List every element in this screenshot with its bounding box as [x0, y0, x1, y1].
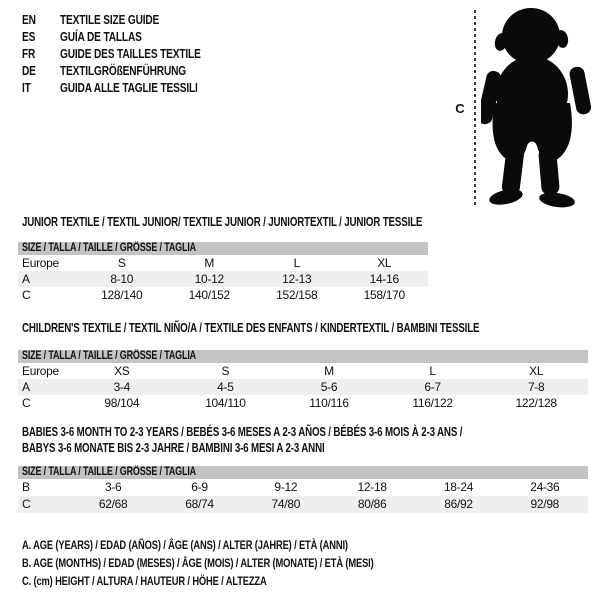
size-header-text: SIZE / TALLA / TAILLE / GRÖSSE / TAGLIA [22, 350, 196, 362]
language-title: TEXTILGRÖßENFÜHRUNG [60, 63, 187, 78]
size-cell: XL [529, 364, 544, 378]
height-measure-label: C [455, 101, 465, 116]
size-cell: L [429, 364, 436, 378]
size-cell: S [117, 256, 126, 270]
size-cell: 62/68 [98, 497, 128, 511]
children-size-table [18, 350, 588, 411]
children-table-title [22, 320, 592, 336]
size-cell: 6-9 [191, 480, 208, 494]
size-table-row [18, 395, 588, 411]
size-cell: 12-18 [357, 480, 387, 494]
babies-size-table [18, 466, 588, 513]
junior-size-table [18, 242, 428, 303]
language-row [22, 79, 240, 96]
language-code [22, 28, 60, 45]
babies-table-title-line2: BABYS 3-6 MONATE BIS 2-3 JAHRE / BAMBINI 3-6 MESI A 2-3 ANNI [22, 441, 325, 455]
size-cell: 74/80 [271, 497, 301, 511]
language-title: GUÍA DE TALLAS [60, 29, 142, 44]
language-code [22, 62, 60, 79]
babies-table-title-line1: BABIES 3-6 MONTH TO 2-3 YEARS / BEBÉS 3-6 MESES A 2-3 AÑOS / BÉBÉS 3-6 MOIS À 2-3 ANS / [22, 425, 463, 439]
size-cell: 92/98 [530, 497, 560, 511]
size-header-bar [18, 242, 428, 255]
language-title: GUIDE DES TAILLES TEXTILE [60, 46, 201, 61]
footnote-text: B. AGE (MONTHS) / EDAD (MESES) / ÂGE (MOIS) / ALTER (MONATE) / ETÀ (MESI) [22, 556, 374, 570]
footnote [22, 554, 473, 572]
size-cell: 12-13 [282, 272, 312, 286]
size-cell: XL [377, 256, 392, 270]
language-code-text: FR [22, 46, 36, 61]
language-list [22, 11, 240, 96]
size-table-row [18, 255, 428, 271]
language-title: GUIDA ALLE TAGLIE TESSILI [60, 80, 198, 95]
junior-table-title [22, 214, 592, 230]
row-label: C [22, 396, 31, 410]
row-label: Europe [22, 364, 59, 378]
row-label: C [22, 288, 31, 302]
language-code-text: EN [22, 12, 36, 27]
size-header-bar [18, 466, 588, 479]
row-label: Europe [22, 256, 59, 270]
size-cell: 7-8 [527, 380, 545, 394]
language-title: TEXTILE SIZE GUIDE [60, 12, 160, 27]
junior-table-title-text: JUNIOR TEXTILE / TEXTIL JUNIOR/ TEXTILE JUNIOR / JUNIORTEXTIL / JUNIOR TESSILE [22, 215, 423, 229]
size-cell: 158/170 [363, 288, 405, 302]
size-cell: 14-16 [369, 272, 399, 286]
size-cell: 140/152 [188, 288, 230, 302]
children-table-title-text: CHILDREN'S TEXTILE / TEXTIL NIÑO/A / TEXTILE DES ENFANTS / KINDERTEXTIL / BAMBINI TESSILE [22, 321, 480, 335]
size-cell: 86/92 [444, 497, 473, 511]
size-header-text: SIZE / TALLA / TAILLE / GRÖSSE / TAGLIA [22, 242, 196, 254]
language-code-text: DE [22, 63, 36, 78]
size-cell: M [204, 256, 215, 270]
toddler-silhouette-icon [481, 5, 595, 211]
language-row [22, 11, 240, 28]
size-cell: M [324, 364, 334, 378]
size-cell: 9-12 [274, 480, 298, 494]
footnote-text: C. (cm) HEIGHT / ALTURA / HAUTEUR / HÖHE / ALTEZZA [22, 574, 267, 588]
size-cell: 24-36 [530, 480, 560, 494]
size-cell: 104/110 [205, 396, 246, 410]
size-table-row [18, 271, 428, 287]
size-cell: 3-4 [113, 380, 131, 394]
row-label: C [22, 497, 31, 511]
language-code [22, 45, 60, 62]
language-row [22, 28, 240, 45]
size-cell: 68/74 [185, 497, 214, 511]
size-table-row [18, 287, 428, 303]
size-cell: 8-10 [110, 272, 134, 286]
language-row [22, 62, 240, 79]
language-row [22, 45, 240, 62]
size-cell: 80/86 [357, 497, 387, 511]
row-label: A [22, 380, 30, 394]
size-cell: 6-7 [424, 380, 441, 394]
size-cell: 110/116 [309, 396, 349, 410]
row-label: B [22, 480, 30, 494]
language-code-text: IT [22, 80, 31, 95]
footnote [22, 572, 473, 590]
size-header-bar [18, 350, 588, 363]
size-cell: 122/128 [515, 396, 557, 410]
babies-table-title [22, 424, 592, 456]
footnote [22, 536, 473, 554]
size-cell: 128/140 [101, 288, 143, 302]
language-code-text: ES [22, 29, 36, 44]
size-cell: 5-6 [320, 380, 338, 394]
size-cell: 116/122 [412, 396, 453, 410]
size-table-row [18, 479, 588, 496]
size-cell: 98/104 [104, 396, 140, 410]
size-header-text: SIZE / TALLA / TAILLE / GRÖSSE / TAGLIA [22, 466, 196, 478]
size-cell: 3-6 [104, 480, 122, 494]
size-table-row [18, 379, 588, 395]
size-cell: S [221, 364, 230, 378]
size-cell: 10-12 [194, 272, 224, 286]
size-cell: 18-24 [443, 480, 474, 494]
size-cell: 152/158 [276, 288, 318, 302]
size-cell: XS [114, 364, 130, 378]
row-label: A [22, 272, 30, 286]
size-cell: L [293, 256, 300, 270]
size-table-row [18, 496, 588, 513]
height-measure-line [474, 10, 476, 207]
footnote-list [22, 536, 473, 590]
size-cell: 4-5 [217, 380, 234, 394]
language-code [22, 11, 60, 28]
footnote-text: A. AGE (YEARS) / EDAD (AÑOS) / ÂGE (ANS) / ALTER (JAHRE) / ETÀ (ANNI) [22, 538, 348, 552]
size-table-row [18, 363, 588, 379]
language-code [22, 79, 60, 96]
